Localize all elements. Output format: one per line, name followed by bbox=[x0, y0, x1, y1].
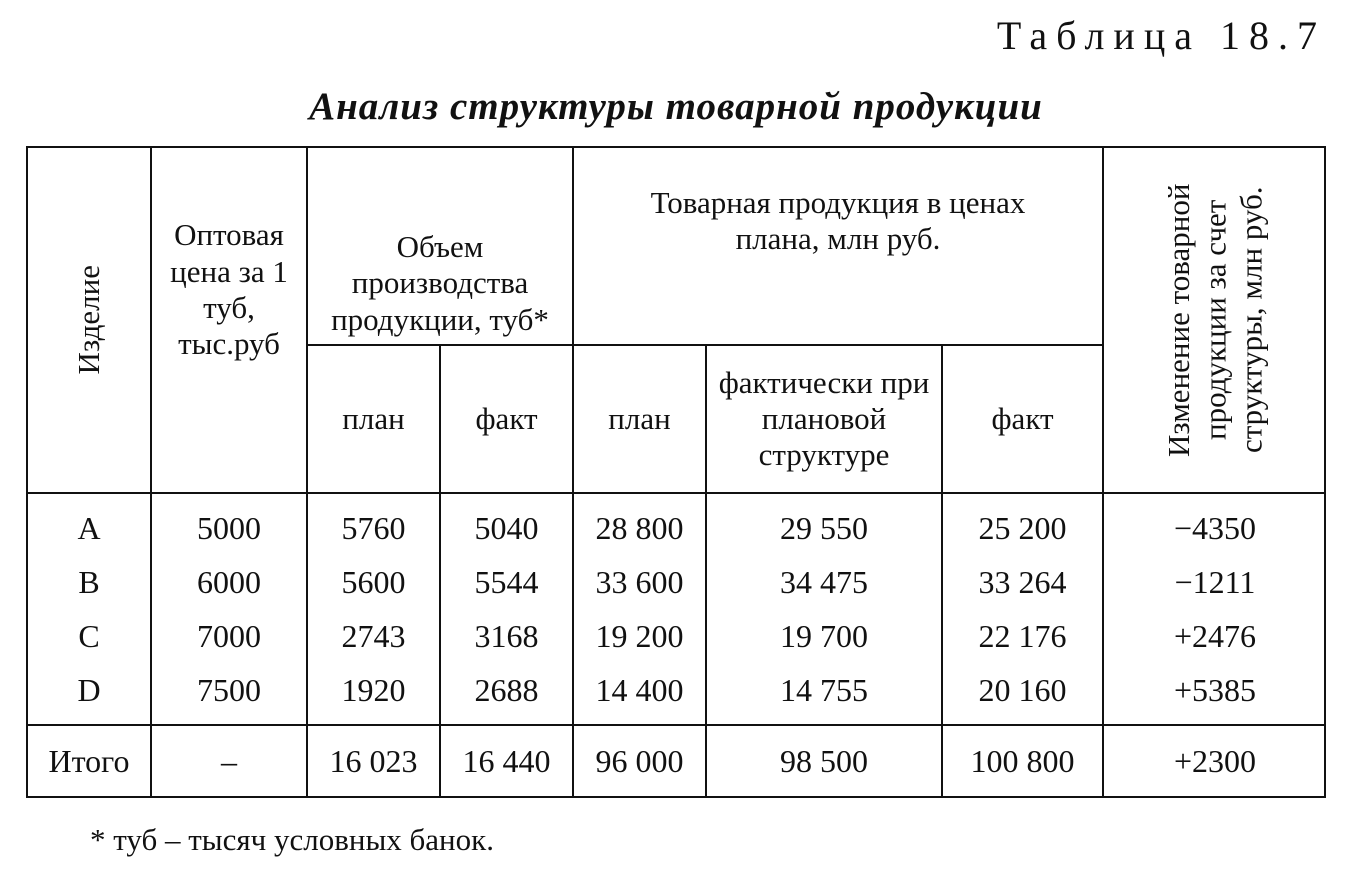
header-product bbox=[28, 148, 152, 494]
cell-commodity-fact-planned: 29 550 bbox=[780, 510, 868, 546]
cell-commodity-fact-planned: 14 755 bbox=[780, 672, 868, 708]
header-commodity-fact: факт bbox=[943, 346, 1104, 494]
cell-price: 7000 bbox=[197, 618, 261, 654]
total-volume-fact: 16 440 bbox=[441, 726, 574, 798]
cell-commodity-plan: 14 400 bbox=[595, 672, 684, 708]
structure-table bbox=[26, 146, 1326, 798]
column-volume-fact bbox=[441, 494, 574, 726]
column-price bbox=[152, 494, 308, 726]
cell-price: 5000 bbox=[197, 510, 261, 546]
column-change bbox=[1104, 494, 1326, 726]
table-title: Анализ структуры товарной продукции bbox=[309, 85, 1043, 128]
cell-commodity-plan: 33 600 bbox=[595, 564, 684, 600]
cell-product: B bbox=[78, 564, 100, 600]
header-volume: Объем производства продукции, туб* bbox=[308, 148, 574, 346]
cell-commodity-fact: 20 160 bbox=[978, 672, 1067, 708]
header-price: Оптовая цена за 1 туб, тыс.руб bbox=[152, 148, 308, 494]
cell-change: +2476 bbox=[1173, 618, 1257, 654]
column-volume-plan bbox=[308, 494, 441, 726]
cell-commodity-plan: 28 800 bbox=[595, 510, 684, 546]
cell-product: D bbox=[77, 672, 101, 708]
total-volume-plan: 16 023 bbox=[308, 726, 441, 798]
cell-commodity-plan: 19 200 bbox=[595, 618, 684, 654]
header-volume-fact: факт bbox=[441, 346, 574, 494]
cell-commodity-fact: 25 200 bbox=[978, 510, 1067, 546]
cell-volume-plan: 5760 bbox=[341, 510, 406, 546]
cell-volume-plan: 1920 bbox=[341, 672, 406, 708]
cell-change: −1211 bbox=[1174, 564, 1256, 600]
cell-commodity-fact-planned: 34 475 bbox=[780, 564, 868, 600]
column-commodity-fact-planned bbox=[707, 494, 943, 726]
header-product-text: Изделие bbox=[70, 265, 106, 375]
cell-volume-fact: 5040 bbox=[474, 510, 539, 546]
cell-price: 6000 bbox=[197, 564, 261, 600]
cell-volume-fact: 2688 bbox=[474, 672, 539, 708]
header-volume-plan: план bbox=[308, 346, 441, 494]
cell-change: +5385 bbox=[1173, 672, 1257, 708]
column-commodity-fact bbox=[943, 494, 1104, 726]
cell-volume-plan: 2743 bbox=[341, 618, 406, 654]
total-commodity-plan: 96 000 bbox=[574, 726, 707, 798]
footnote: * туб – тысяч условных банок. bbox=[90, 822, 494, 857]
cell-volume-plan: 5600 bbox=[341, 564, 406, 600]
total-change: +2300 bbox=[1173, 743, 1257, 780]
table-number: Таблица 18.7 bbox=[996, 13, 1326, 58]
header-commodity: Товарная продукция в ценах плана, млн руб. bbox=[574, 148, 1104, 346]
header-commodity-fact-planned: фактически при плановой структуре bbox=[707, 346, 943, 494]
cell-product: A bbox=[77, 510, 101, 546]
cell-commodity-fact: 33 264 bbox=[978, 564, 1067, 600]
cell-commodity-fact-planned: 19 700 bbox=[780, 618, 868, 654]
column-product bbox=[28, 494, 152, 726]
total-commodity-fact-planned: 98 500 bbox=[707, 726, 943, 798]
cell-change: −4350 bbox=[1173, 510, 1257, 546]
total-commodity-fact: 100 800 bbox=[943, 726, 1104, 798]
cell-volume-fact: 5544 bbox=[474, 564, 539, 600]
cell-volume-fact: 3168 bbox=[474, 618, 539, 654]
column-commodity-plan bbox=[574, 494, 707, 726]
cell-commodity-fact: 22 176 bbox=[978, 618, 1067, 654]
header-change bbox=[1104, 148, 1326, 494]
cell-price: 7500 bbox=[197, 672, 261, 708]
cell-product: C bbox=[78, 618, 100, 654]
total-label: Итого bbox=[28, 726, 152, 798]
header-commodity-plan: план bbox=[574, 346, 707, 494]
header-change-text: Изменение товарной продукции за счет структуры, млн руб. bbox=[1160, 183, 1269, 457]
total-price: – bbox=[152, 726, 308, 798]
